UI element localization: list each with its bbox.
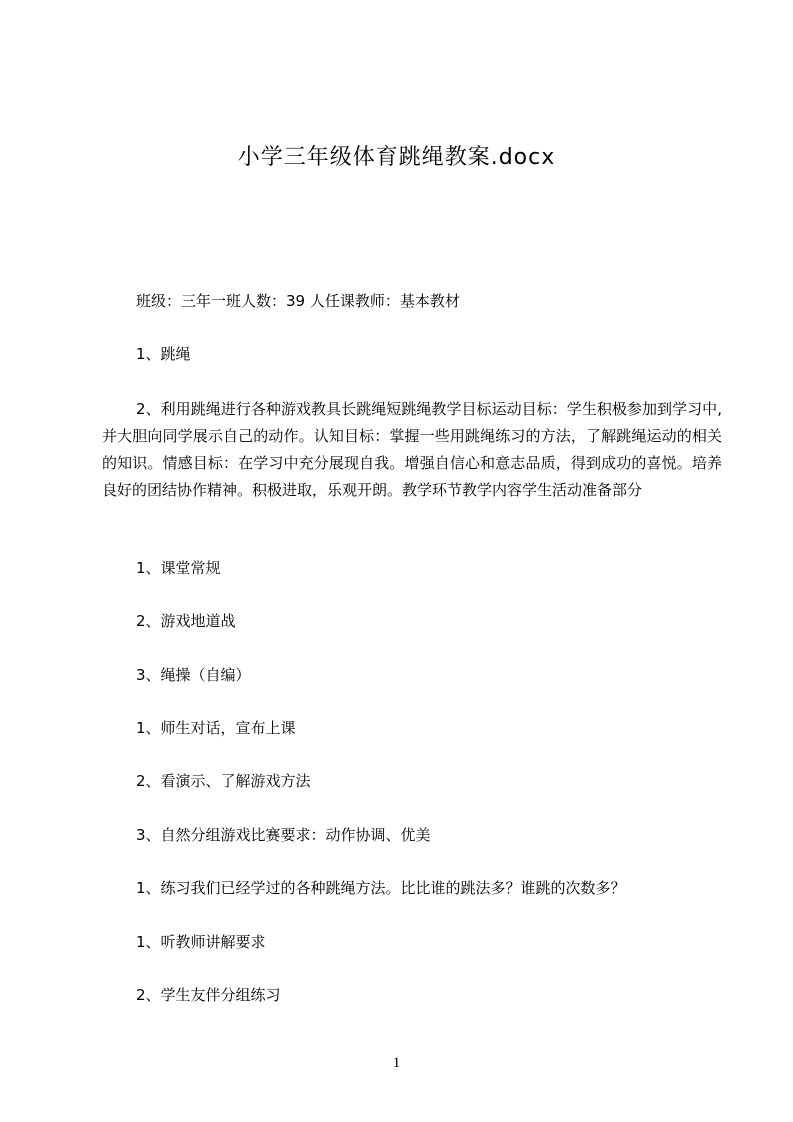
list-item: 1、跳绳	[136, 345, 191, 363]
list-item: 1、听教师讲解要求	[136, 933, 266, 951]
document-title: 小学三年级体育跳绳教案.docx	[237, 145, 556, 170]
objectives-paragraph: 2、利用跳绳进行各种游戏教具长跳绳短跳绳教学目标运动目标：学生积极参加到学习中,并大胆向同学展示自己的动作。认知目标：掌握一些用跳绳练习的方法，了解跳绳运动的相关的知识。情感目标：在学习中充分展现自我。增强自信心和意志品质，得到成功的喜悦。培养良好的团结协作精神。积极进取，乐观开朗。教学环节教学内容学生活动准备部分	[102, 400, 722, 499]
list-item: 2、游戏地道战	[136, 612, 236, 630]
list-item: 1、课堂常规	[136, 559, 221, 577]
list-item: 2、看演示、了解游戏方法	[136, 772, 311, 790]
list-item: 3、自然分组游戏比赛要求：动作协调、优美	[136, 826, 431, 844]
list-item: 1、练习我们已经学过的各种跳绳方法。比比谁的跳法多？谁跳的次数多？	[136, 879, 626, 897]
list-item: 2、学生友伴分组练习	[136, 986, 281, 1004]
list-item: 1、师生对话，宣布上课	[136, 719, 296, 737]
page-number: 1	[392, 1055, 401, 1071]
list-item: 3、绳操（自编）	[136, 666, 251, 684]
class-info-line: 班级：三年一班人数：39 人任课教师：基本教材	[136, 292, 460, 310]
